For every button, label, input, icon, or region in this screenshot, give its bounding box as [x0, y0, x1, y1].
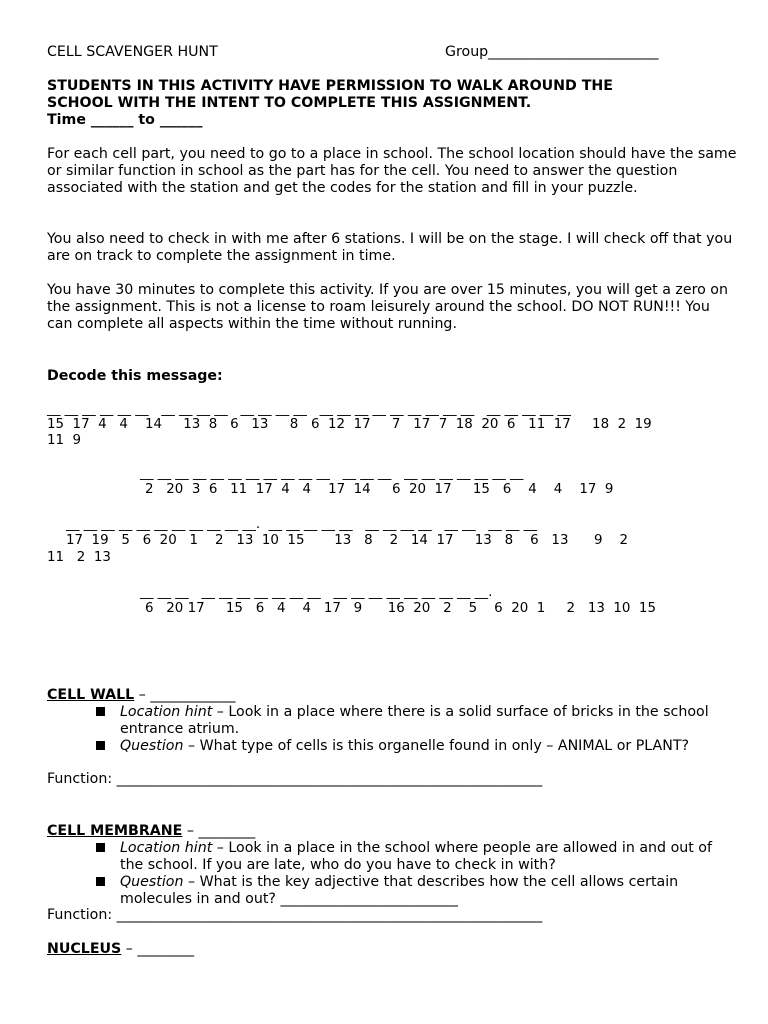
decode-row-1-numbers: 15 17 4 4 14 13 8 6 13 8 6 12 17 7 17 7 18 20 6 11 17 18 2 19	[47, 417, 652, 432]
section-title: CELL WALL	[47, 687, 135, 703]
cell-membrane-question	[120, 874, 730, 908]
cell-wall-question	[120, 738, 730, 755]
group-field: Group________________________	[445, 44, 659, 60]
hint-text: – Look in a place in the school where people are allowed in and out of the school. If you are late, who do you have to check in with?	[120, 840, 712, 873]
permission-line-2: SCHOOL WITH THE INTENT TO COMPLETE THIS ASSIGNMENT.	[47, 95, 532, 111]
time-field: Time ______ to ______	[47, 112, 203, 128]
question-text: – What type of cells is this organelle found in only – ANIMAL or PLANT?	[183, 738, 690, 754]
instructions-paragraph-1: For each cell part, you need to go to a place in school. The school location should have the same or similar function in school as the part has for the cell. You need to answer the question associated with the station and get the codes for the station and fill in your puzzle.	[47, 146, 737, 196]
decode-row-1-wrap: 11 9	[47, 433, 82, 448]
bullet-icon	[96, 704, 108, 716]
cell-wall-function: Function: ____________________________________________________________	[47, 771, 543, 787]
decode-row-3-blanks: __ __ __ __ __ __ __ __ __ __ __. __ __ __ __ __ __ __ __ __ __ __ __ __ __	[66, 517, 537, 532]
cell-membrane-location-hint	[120, 840, 730, 874]
section-cell-wall-heading	[47, 687, 235, 704]
bullet-icon	[96, 874, 108, 886]
question-label: Question	[120, 738, 184, 754]
cell-membrane-function: Function: ____________________________________________________________	[47, 907, 543, 923]
bullet-icon	[96, 840, 108, 852]
permission-line-1: STUDENTS IN THIS ACTIVITY HAVE PERMISSION TO WALK AROUND THE	[47, 78, 613, 94]
section-cell-membrane-heading	[47, 823, 255, 840]
decode-row-3-numbers: 17 19 5 6 20 1 2 13 10 15 13 8 2 14 17 13 8 6 13 9 2	[66, 533, 629, 548]
worksheet-title: CELL SCAVENGER HUNT	[47, 44, 218, 60]
decode-row-2-numbers: 2 20 3 6 11 17 4 4 17 14 6 20 17 15 6 4 4 17 9	[145, 482, 614, 497]
decode-row-4-blanks: __ __ __ __ __ __ __ __ __ __ __ __ __ __ __ __ __ __ __.	[140, 585, 493, 600]
answer-blank: – ________	[182, 823, 256, 839]
section-title: NUCLEUS	[47, 941, 122, 957]
question-text: – What is the key adjective that describes how the cell allows certain molecules in and out? _________________________	[120, 874, 679, 907]
section-nucleus-heading	[47, 941, 194, 958]
answer-blank: – ________	[121, 941, 195, 957]
bullet-icon	[96, 738, 108, 750]
decode-row-2-blanks: __ __ __ __ __ __ __ __ __ __ __ __ __ __ __ __ __ __ __ __ __	[140, 466, 524, 481]
answer-blank: – ____________	[134, 687, 236, 703]
hint-text: – Look in a place where there is a solid surface of bricks in the school entrance atrium.	[120, 704, 709, 737]
cell-wall-location-hint	[120, 704, 730, 738]
hint-label: Location hint	[120, 840, 213, 856]
instructions-paragraph-2: You also need to check in with me after 6 stations. I will be on the stage. I will check off that you are on track to complete the assignment in time.	[47, 231, 733, 264]
hint-label: Location hint	[120, 704, 213, 720]
section-title: CELL MEMBRANE	[47, 823, 183, 839]
decode-row-4-numbers: 6 20 17 15 6 4 4 17 9 16 20 2 5 6 20 1 2 13 10 15	[145, 601, 656, 616]
question-label: Question	[120, 874, 184, 890]
instructions-paragraph-3: You have 30 minutes to complete this activity. If you are over 15 minutes, you will get a zero on the assignment. This is not a license to roam leisurely around the school. DO NOT RUN!!! You can complete all aspects within the time without running.	[47, 282, 728, 332]
decode-row-3-wrap: 11 2 13	[47, 550, 111, 565]
decode-row-1-blanks: __ __ __ __ __ __ __ __ __ __ __ __ __ __ __ __ __ __ __ __ __ __ __ __ __ __ __ __	[47, 402, 571, 417]
decode-heading: Decode this message:	[47, 368, 223, 384]
